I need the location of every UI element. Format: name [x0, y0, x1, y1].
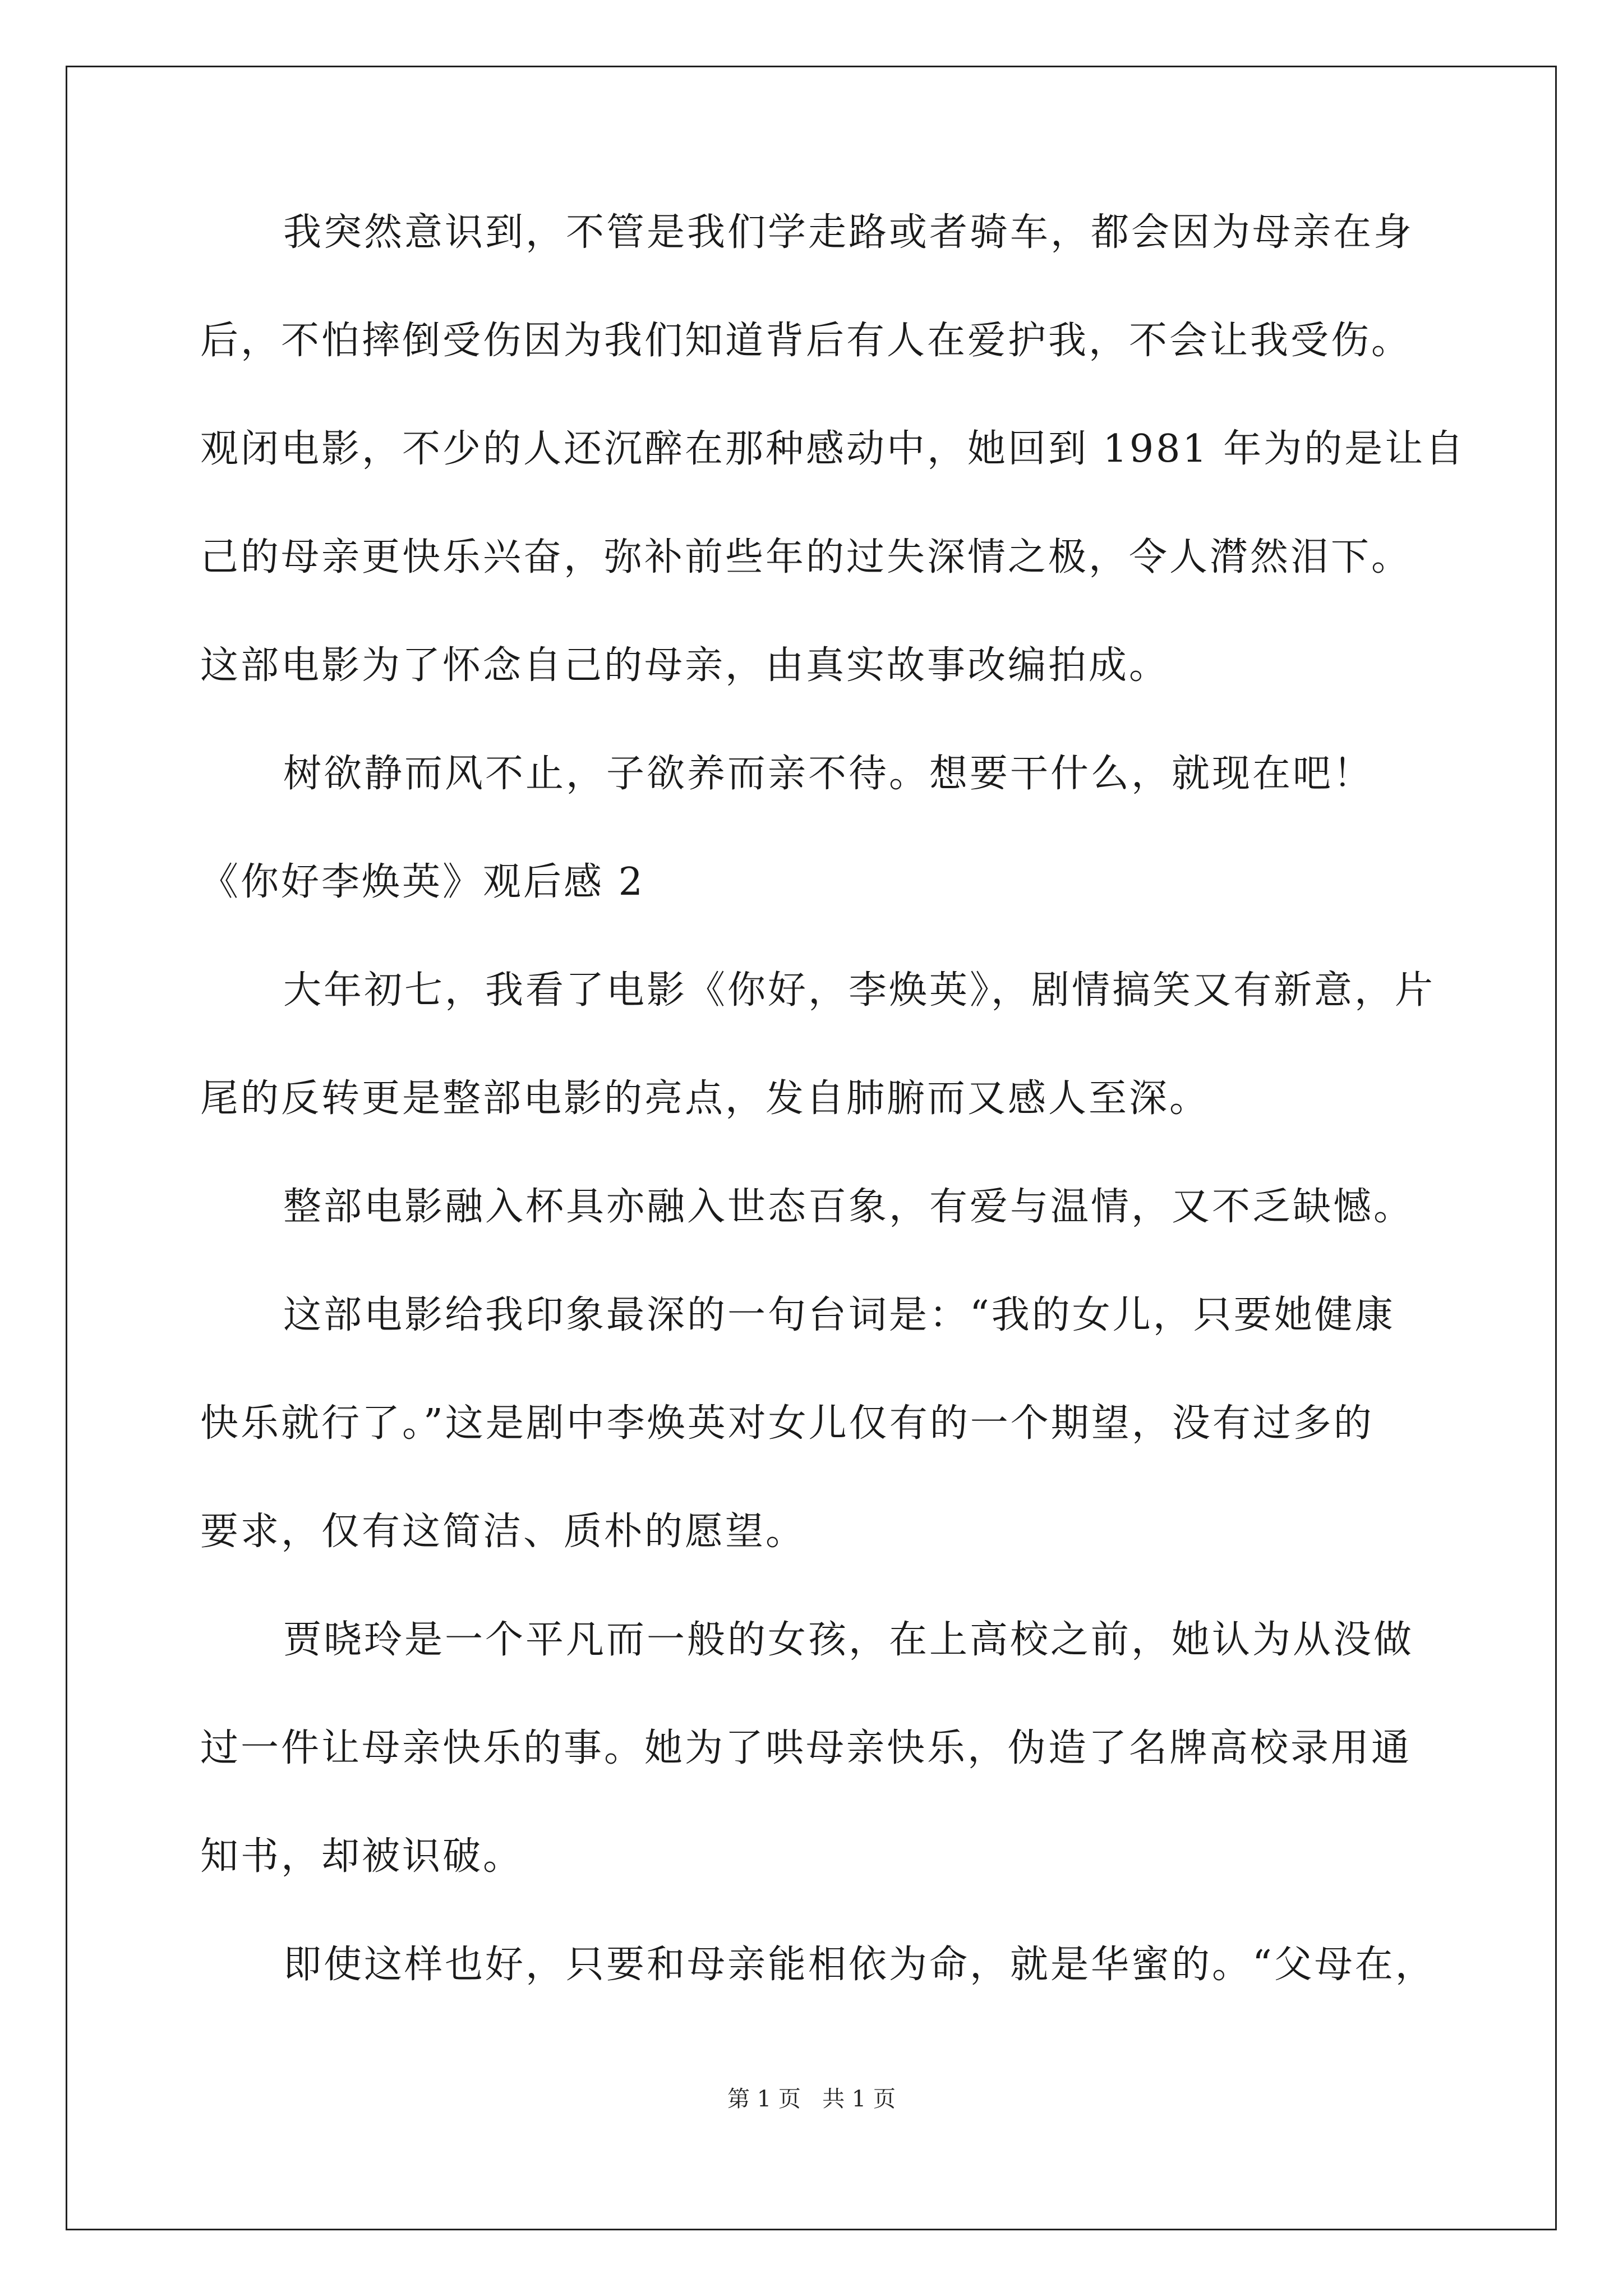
paragraph-line: 整部电影融入杯具亦融入世态百象，有爱与温情，又不乏缺憾。 — [283, 1185, 1414, 1229]
page-border — [66, 66, 1557, 2230]
paragraph-line: 即使这样也好，只要和母亲能相依为命，就是华蜜的。“父母在， — [283, 1943, 1436, 1987]
paragraph-line: 这部电影给我印象最深的一句台词是：“我的女儿，只要她健康 — [283, 1293, 1395, 1337]
paragraph-line: 树欲静而风不止，子欲养而亲不待。想要干什么，就现在吧！ — [283, 752, 1374, 796]
paragraph-line: 要求，仅有这简洁、质朴的愿望。 — [200, 1510, 806, 1554]
paragraph-line: 后，不怕摔倒受伤因为我们知道背后有人在爱护我，不会让我受伤。 — [200, 319, 1412, 363]
page-number-footer: 第 1 页 共 1 页 — [727, 2086, 896, 2112]
paragraph-line: 大年初七，我看了电影《你好，李焕英》，剧情搞笑又有新意，片 — [283, 968, 1436, 1013]
paragraph-line: 这部电影为了怀念自己的母亲，由真实故事改编拍成。 — [200, 643, 1170, 688]
paragraph-line: 尾的反转更是整部电影的亮点，发自肺腑而又感人至深。 — [200, 1076, 1210, 1121]
paragraph-line: 过一件让母亲快乐的事。她为了哄母亲快乐，伪造了名牌高校录用通 — [200, 1726, 1412, 1770]
paragraph-line: 己的母亲更快乐兴奋，弥补前些年的过失深情之极，令人潸然泪下。 — [200, 535, 1412, 579]
paragraph-line: 知书，却被识破。 — [200, 1834, 524, 1879]
paragraph-line: 观闭电影，不少的人还沉醉在那种感动中，她回到 1981 年为的是让自 — [200, 427, 1466, 471]
paragraph-line: 我突然意识到，不管是我们学走路或者骑车，都会因为母亲在身 — [283, 210, 1414, 255]
section-heading: 《你好李焕英》观后感 2 — [200, 860, 645, 904]
paragraph-line: 快乐就行了。”这是剧中李焕英对女儿仅有的一个期望，没有过多的 — [200, 1401, 1374, 1446]
paragraph-line: 贾晓玲是一个平凡而一般的女孩，在上高校之前，她认为从没做 — [283, 1618, 1414, 1662]
